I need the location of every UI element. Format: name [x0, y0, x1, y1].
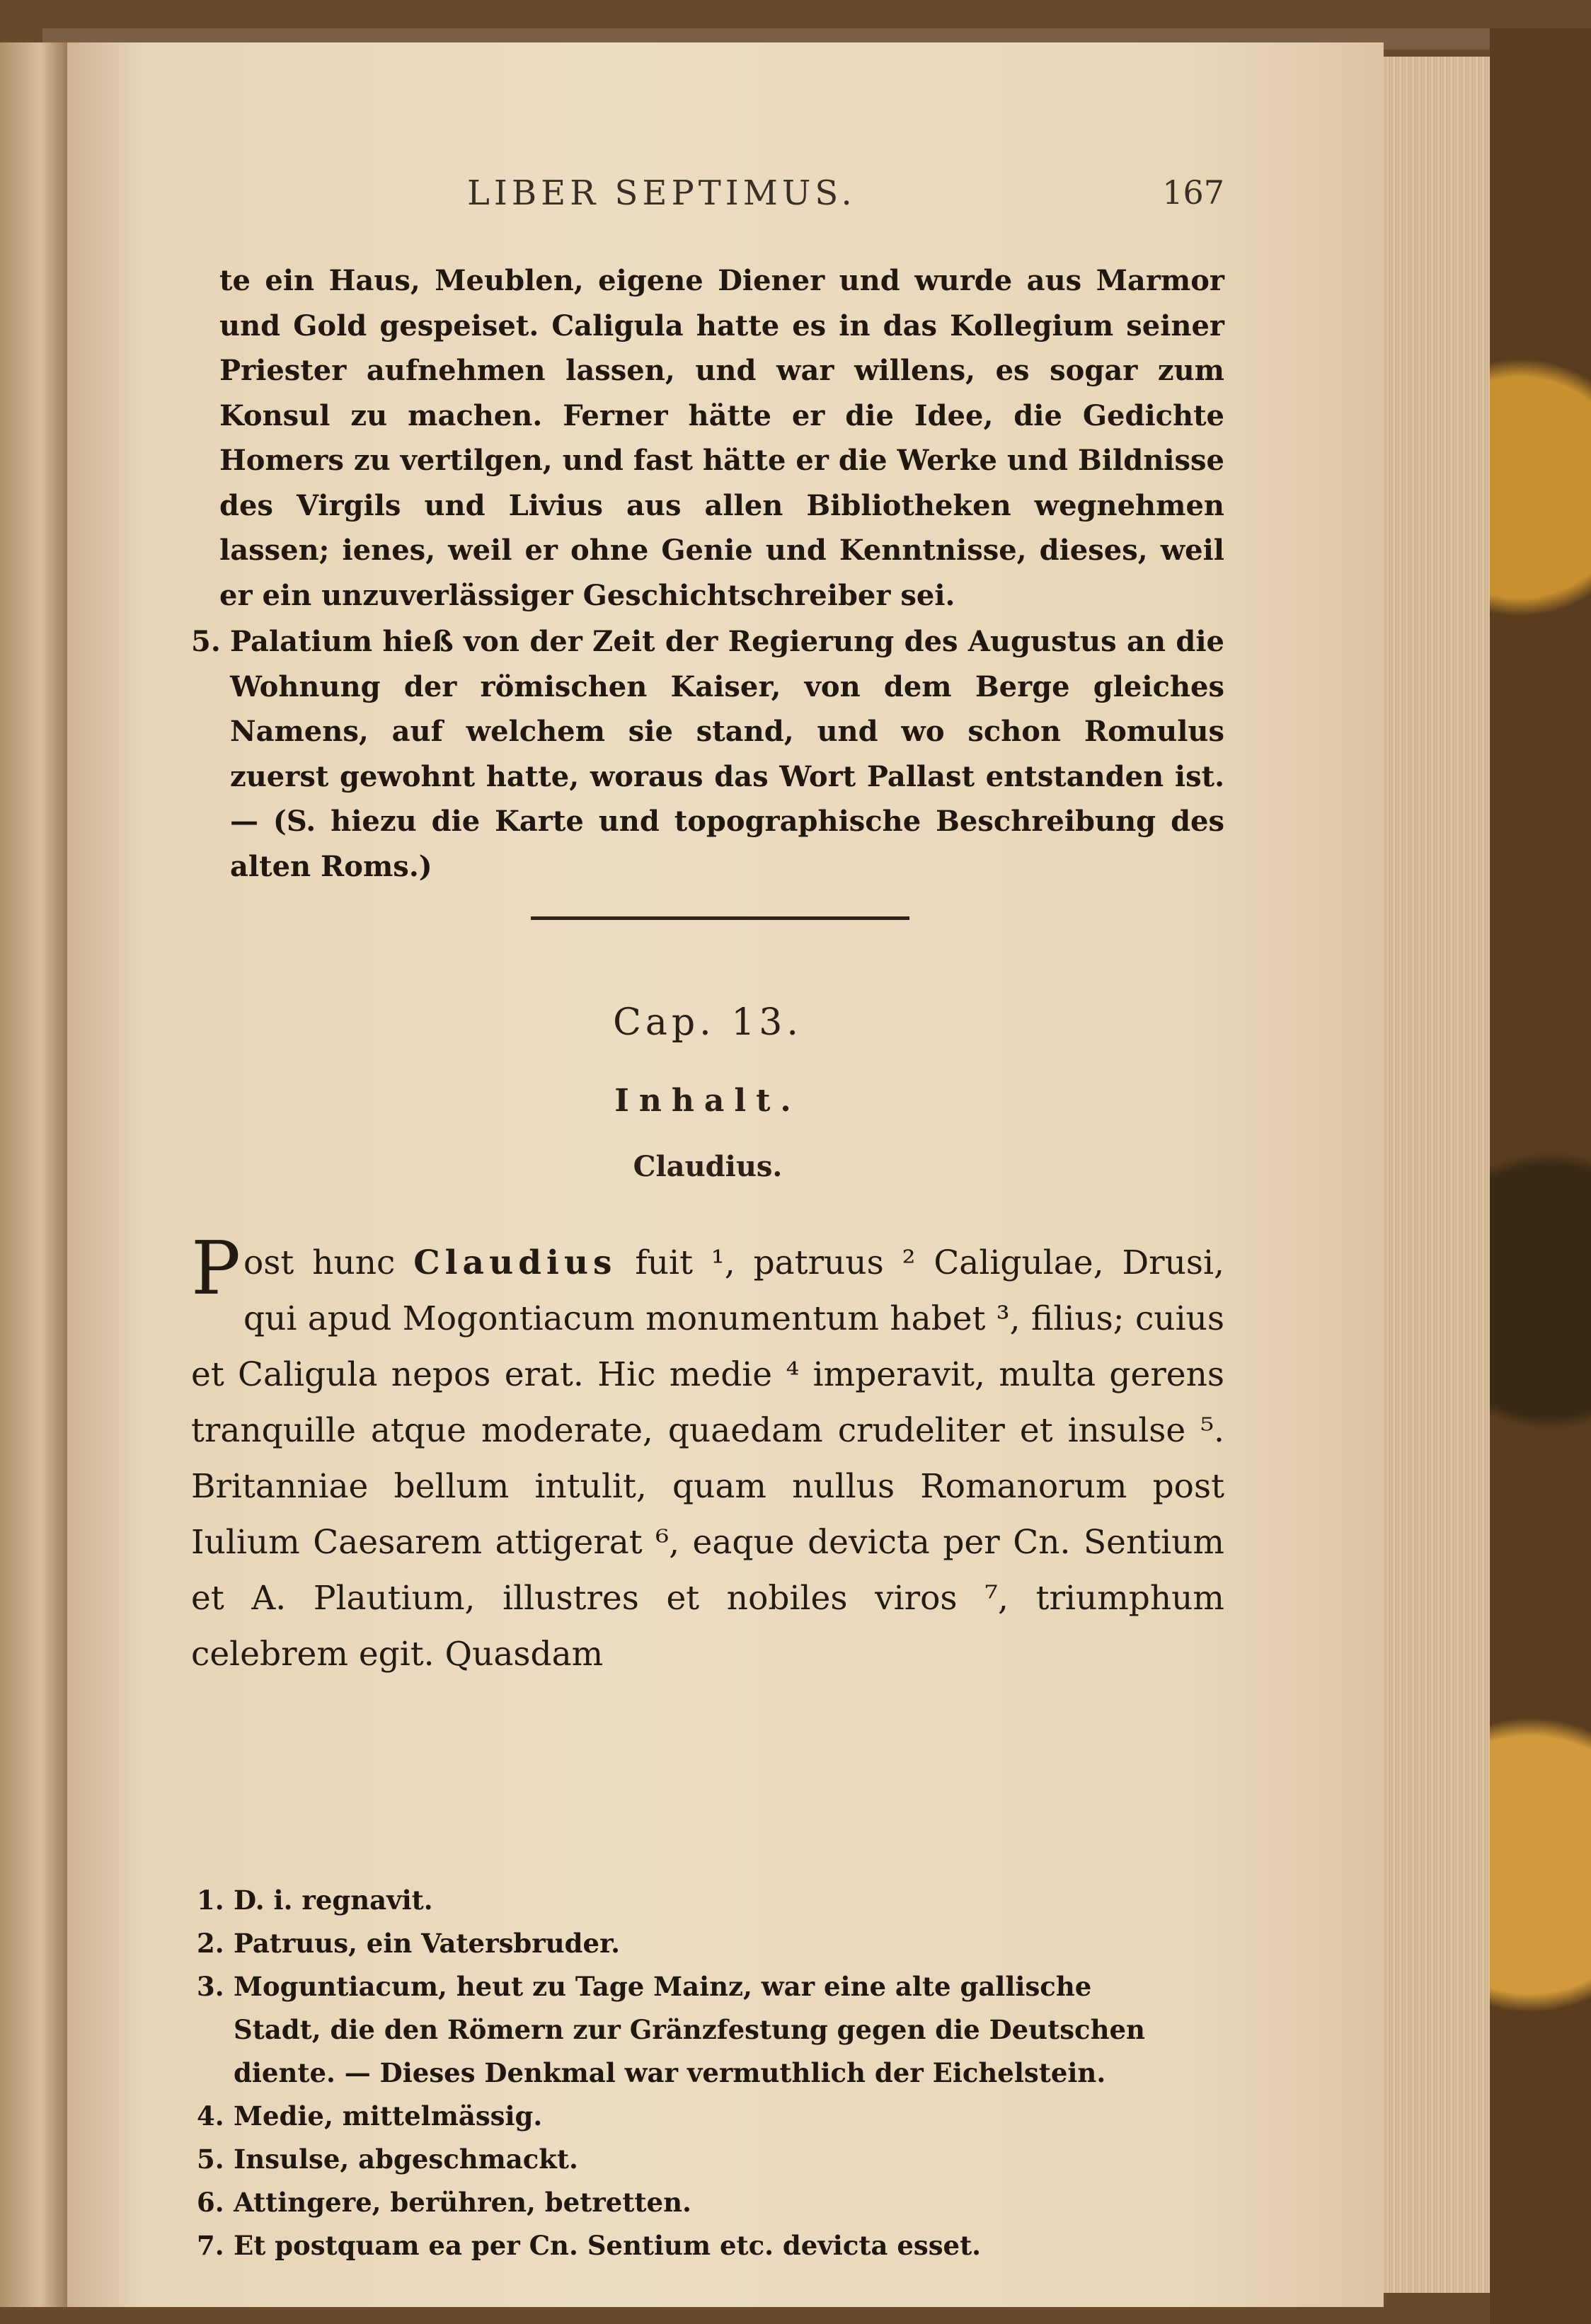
facing-page-edge: [0, 42, 67, 2307]
footnote: 3. Moguntiacum, heut zu Tage Mainz, war eine alte gallische: [197, 1971, 1092, 2002]
chapter-title: Cap. 13.: [613, 1001, 803, 1044]
footnote: 4. Medie, mittelmässig.: [197, 2100, 543, 2132]
drop-cap: P: [191, 1225, 241, 1311]
body-text-start: ost hunc: [243, 1243, 414, 1282]
footnote: 7. Et postquam ea per Cn. Sentium etc. devicta esset.: [197, 2230, 982, 2261]
chapter-inhalt: Inhalt.: [614, 1083, 801, 1119]
body-text-rest: fuit ¹, patruus ² Caligulae, Drusi, qui apud Mogontiacum monumentum habet ³, filius; cuius et Caligula nepos erat. Hic medie ⁴ imperavit, multa gerens tranquille atque moderate, quaedam crudeliter et insulse ⁵. Britanniae bellum intulit, quam nullus Romanorum post Iulium Caesarem attigerat ⁶, eaque devicta per Cn. Sentium et A. Plautium, illustres et nobiles viros ⁷, triumphum celebrem egit. Quasdam: [191, 1243, 1224, 1674]
footnote: 2. Patruus, ein Vatersbruder.: [197, 1928, 621, 1959]
page-number: 167: [1162, 173, 1224, 212]
running-head: [191, 173, 1224, 230]
marbled-cover: [1490, 28, 1591, 2324]
footnote-continuation: diente. — Dieses Denkmal war vermuthlich der Eichelstein.: [234, 2057, 1106, 2088]
note-5-number: 5.: [191, 625, 221, 658]
note-continuation: te ein Haus, Meublen, eigene Diener und wurde aus Marmor und Gold gespeiset. Caligula hatte es in das Kollegium seiner Priester aufnehmen lassen, und war willens, es sogar zum Konsul zu machen. Ferner hätte er die Idee, die Gedichte Homers zu vertilgen, und fast hätte er die Werke und Bildnisse des Virgils und Livius aus allen Bibliotheken wegnehmen lassen; ienes, weil er ohne Genie und Kenntnisse, dieses, weil er ein unzuverlässiger Geschichtschreiber sei.: [219, 264, 1224, 612]
page-block-edges: [1384, 57, 1490, 2293]
footnote: 6. Attingere, berühren, betretten.: [197, 2187, 691, 2218]
footnote: 1. D. i. regnavit.: [197, 1885, 433, 1916]
footnote: 5. Insulse, abgeschmackt.: [197, 2144, 578, 2175]
footnotes: [197, 1879, 1224, 2267]
section-rule: [531, 916, 909, 920]
latin-body-text: [191, 1225, 1224, 1682]
footnote-continuation: Stadt, die den Römern zur Gränzfestung gegen die Deutschen: [234, 2014, 1145, 2045]
running-head-title: LIBER SEPTIMUS.: [467, 173, 856, 213]
emperor-name: Claudius: [413, 1243, 617, 1282]
note-5-text: Palatium hieß von der Zeit der Regierung des Augustus an die Wohnung der römischen Kaiser, von dem Berge gleiches Namens, auf welchem sie stand, und wo schon Romulus zuerst gewohnt hatte, woraus das Wort Pallast entstanden ist. — (S. hiezu die Karte und topographische Beschreibung des alten Roms.): [230, 625, 1224, 883]
chapter-subject: Claudius.: [633, 1150, 783, 1183]
